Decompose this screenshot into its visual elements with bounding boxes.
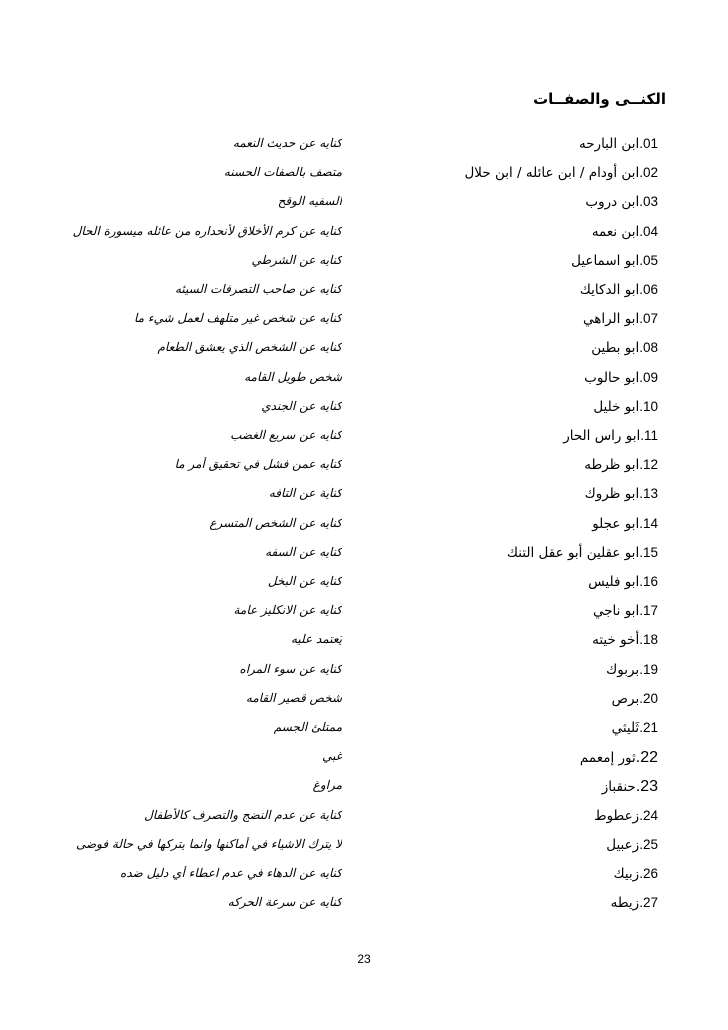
list-item	[0, 253, 728, 279]
term-text: ابن البارحه	[578, 136, 640, 152]
term-text: ابو ظروك	[584, 486, 640, 503]
list-item	[0, 895, 728, 921]
page-title: الكنــى والصفــات	[533, 90, 666, 108]
term-meaning: لا يترك الاشياء في أماكنها وانما يتركها في حالة فوضى	[75, 836, 342, 851]
term-meaning: كنايه عن الشخص الذي يعشق الطعام	[157, 340, 342, 355]
term	[464, 165, 658, 181]
list-item	[0, 632, 728, 658]
list-item	[0, 720, 728, 746]
term-meaning: متصف بالصفات الحسنه	[223, 165, 342, 180]
term-meaning: كناية عن التافه	[268, 486, 342, 501]
term-number: 10.	[639, 398, 658, 414]
term-meaning: كنايه عمن فشل في تحقيق أمر ما	[174, 457, 342, 472]
term	[611, 895, 658, 911]
list-item	[0, 194, 728, 220]
term	[592, 632, 658, 648]
term-text: ابو بطين	[591, 340, 640, 357]
term	[593, 399, 658, 415]
term-meaning: كنايه عن الشخص المتسرع	[209, 515, 342, 530]
term-text: بربوك	[606, 661, 640, 678]
term	[571, 253, 658, 269]
term-number: 19.	[639, 661, 658, 677]
term	[585, 194, 658, 210]
term-meaning: يُعتمد عليه	[291, 632, 342, 647]
term-meaning: شخص قصير القامه	[245, 690, 342, 705]
term	[507, 545, 658, 561]
term-text: ثَليثي	[611, 720, 640, 736]
term-meaning: شخص طويل القامه	[244, 369, 342, 384]
term-text: زعبيل	[606, 836, 640, 853]
term-text: ابن نعمه	[591, 223, 640, 240]
term-text: زعطوط	[594, 807, 640, 824]
list-item	[0, 165, 728, 191]
term-text: زبيك	[613, 866, 640, 882]
term-number: 21.	[639, 720, 658, 735]
term	[585, 486, 658, 502]
term-meaning: السفيه الوقح	[277, 194, 342, 209]
term-number: 01.	[639, 136, 658, 151]
term-text: ابو الدكايك	[579, 282, 640, 298]
term-text: ثور إمعمم	[579, 750, 636, 767]
list-item	[0, 603, 728, 629]
list-item	[0, 778, 728, 804]
term	[583, 311, 658, 327]
term	[606, 662, 658, 678]
term	[579, 136, 658, 152]
term-meaning: كنايه عن الانكليز عامة	[233, 603, 342, 618]
term-text: ابو الراهي	[582, 311, 640, 328]
term-text: ابن دروب	[585, 194, 640, 211]
term	[612, 691, 658, 707]
term-text: أخو خيته	[592, 632, 640, 649]
term-number: 07.	[639, 311, 658, 327]
list-item	[0, 545, 728, 571]
list-item	[0, 691, 728, 717]
term-text: ابو اسماعيل	[571, 252, 640, 269]
list-item	[0, 574, 728, 600]
term-number: 04.	[639, 223, 658, 239]
list-item	[0, 282, 728, 308]
list-item	[0, 311, 728, 337]
term	[580, 282, 658, 298]
term-number: 06.	[639, 282, 658, 297]
term-meaning: كنايه عن الدهاء في عدم اعطاء أي دليل ضده	[120, 866, 342, 880]
term	[580, 749, 658, 767]
term-text: ابو ناجي	[592, 603, 640, 620]
term-number: 05.	[639, 252, 658, 268]
term-meaning: كنايه عن شخص غير متلهف لعمل شيء ما	[133, 311, 342, 326]
list-item	[0, 136, 728, 162]
term-meaning: مراوغ	[312, 778, 342, 793]
term-number: 15.	[639, 544, 658, 560]
term-number: 20.	[639, 690, 658, 706]
list-item	[0, 224, 728, 250]
term-meaning: كنايه عن سوء المراه	[239, 661, 342, 676]
term-number: 11.	[640, 428, 658, 443]
term-meaning: كنايه عن البخل	[267, 574, 342, 588]
term	[592, 224, 658, 240]
term-text: ابو حالوب	[584, 369, 640, 386]
term-text: ابو خليل	[593, 398, 640, 415]
term-text: ابو ظرطه	[584, 457, 640, 474]
term-number: 24.	[639, 807, 658, 823]
list-item	[0, 837, 728, 863]
term-meaning: كنايه عن سرعة الحركه	[227, 895, 342, 910]
term-number: 09.	[639, 369, 658, 385]
term-number: 17.	[639, 603, 658, 619]
term-meaning: كنايه عن السفه	[265, 544, 342, 559]
term-number: 26.	[639, 866, 658, 881]
term	[584, 457, 658, 473]
term	[602, 778, 658, 796]
list-item	[0, 749, 728, 775]
term-meaning: غبي	[322, 749, 342, 764]
term	[591, 340, 658, 356]
term-text: ابن أودام / ابن عائله / ابن حلال	[464, 165, 640, 182]
list-item	[0, 370, 728, 396]
list-item	[0, 662, 728, 688]
term-meaning: كنايه عن الشرطي	[251, 252, 342, 267]
term-text: ابو عجلو	[592, 515, 640, 532]
term	[584, 370, 658, 386]
term-number: 18.	[639, 632, 658, 648]
term-meaning: كنايه عن الجندي	[261, 398, 342, 413]
term-number: 03.	[639, 194, 658, 210]
term-meaning: كنايه عن سريع الغضب	[230, 428, 342, 442]
term	[588, 574, 658, 590]
list-item	[0, 428, 728, 454]
term-number: 23.	[635, 778, 658, 796]
page-number: 23	[357, 952, 371, 966]
list-item	[0, 457, 728, 483]
term-number: 14.	[639, 515, 658, 531]
term	[612, 720, 658, 736]
term-number: 13.	[639, 486, 658, 502]
term-meaning: كنايه عن كرم الأخلاق لأنحداره من عائله ميسورة الحال	[72, 223, 342, 238]
term-number: 02.	[639, 165, 658, 181]
term	[563, 428, 658, 444]
term-number: 08.	[639, 340, 658, 356]
list-item	[0, 340, 728, 366]
term-number: 27.	[639, 895, 658, 911]
term-text: زيطه	[610, 895, 640, 912]
term	[592, 516, 658, 532]
term	[613, 866, 658, 882]
term-text: حنقباز	[601, 779, 636, 796]
term-text: ابو عقلين أبو عقل التنك	[506, 544, 640, 561]
term-meaning: كنايه عن صاحب التصرفات السيئه	[174, 282, 342, 296]
term-number: 22.	[635, 749, 658, 767]
term	[594, 808, 658, 824]
term-text: ابو راس الحار	[563, 428, 641, 444]
term-text: برص	[611, 690, 640, 707]
term	[606, 837, 658, 853]
term-number: 12.	[639, 457, 658, 473]
term-meaning: كنايه عن حديث النعمه	[232, 136, 342, 150]
list-item	[0, 399, 728, 425]
term-number: 25.	[639, 836, 658, 852]
list-item	[0, 808, 728, 834]
term-number: 16.	[639, 574, 658, 589]
list-item	[0, 486, 728, 512]
term-text: ابو فليس	[588, 574, 640, 590]
term-meaning: ممتلئ الجسم	[273, 720, 342, 734]
list-item	[0, 516, 728, 542]
list-item	[0, 866, 728, 892]
term	[593, 603, 658, 619]
term-meaning: كناية عن عدم النضج والتصرف كالأطفال	[144, 807, 342, 822]
